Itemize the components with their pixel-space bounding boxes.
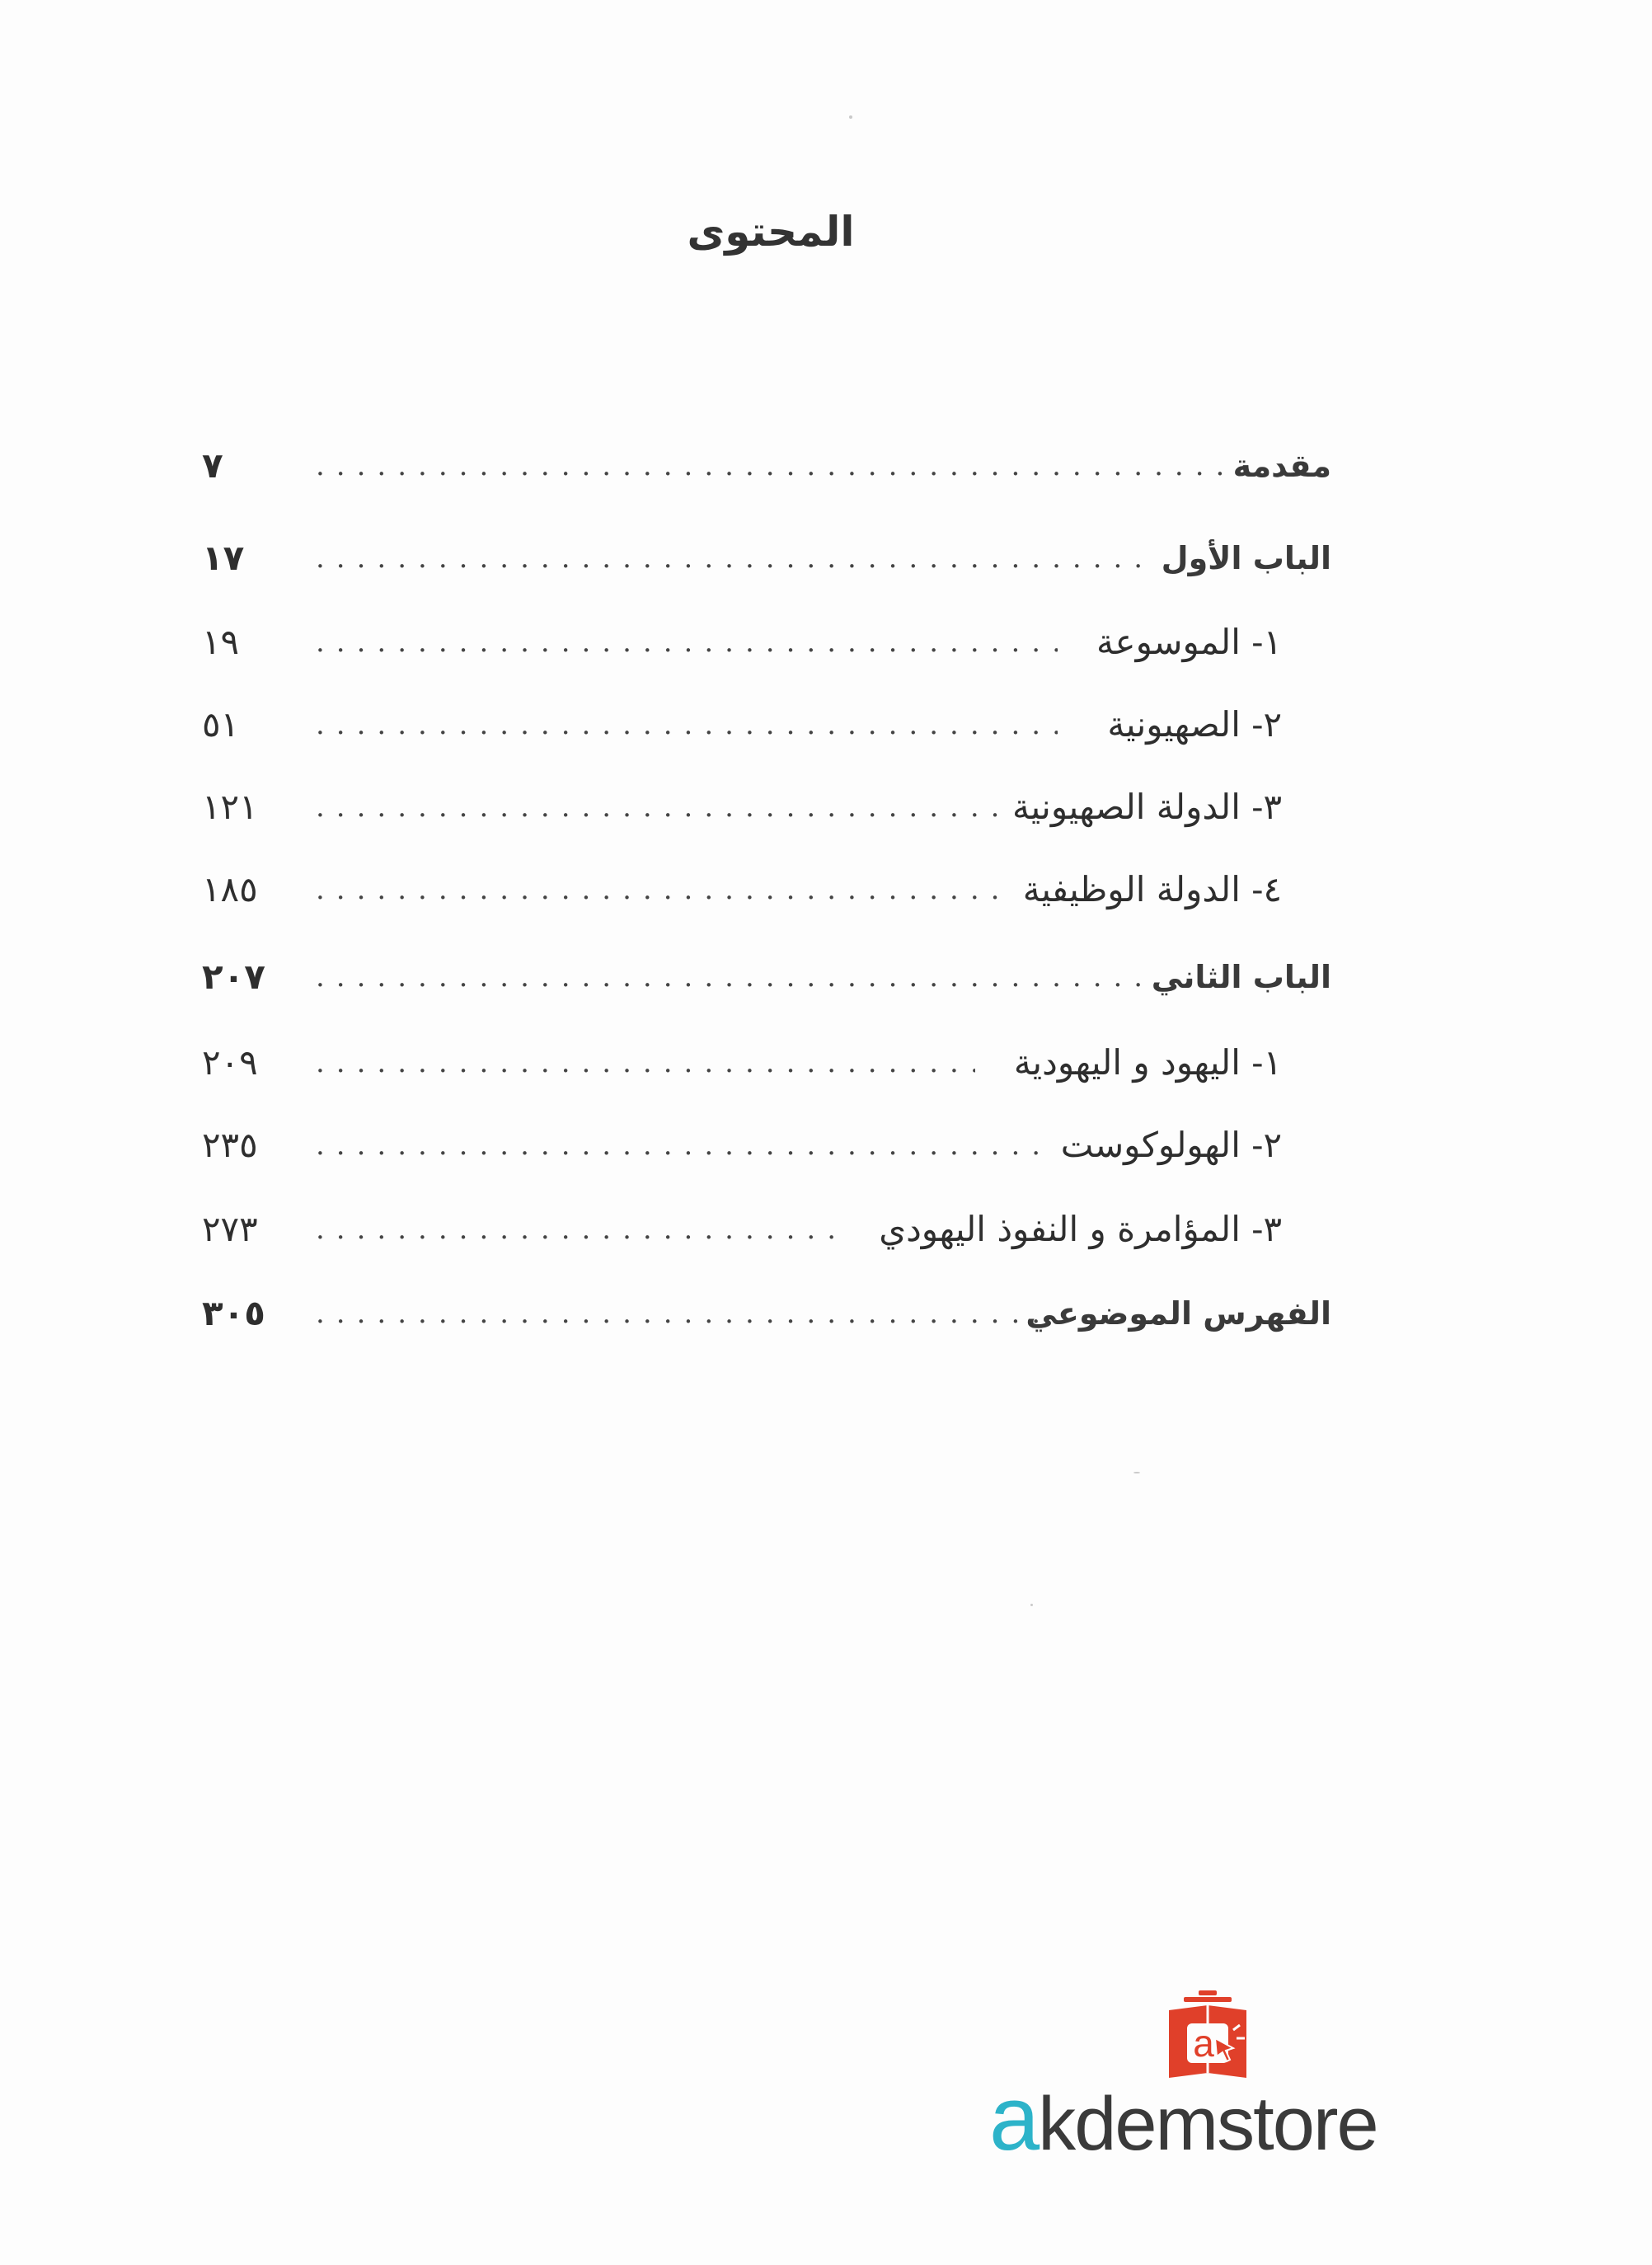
toc-row (202, 778, 1331, 844)
book-cursor-icon (1162, 1987, 1253, 2086)
toc-entry-title: ٢- الهولوكوست (1060, 1125, 1282, 1165)
paper-speck (1133, 1472, 1140, 1473)
svg-text:a: a (1193, 2022, 1214, 2065)
toc-page-number: ١٨٥ (202, 869, 258, 909)
toc-entry-title: ١- اليهود و اليهودية (1013, 1042, 1282, 1083)
store-logo-wordmark (989, 2068, 1377, 2169)
store-logo (989, 1987, 1418, 2169)
toc-row (202, 861, 1331, 927)
toc-entry-title: ٢- الصهيونية (1107, 704, 1282, 745)
toc-dot-leader (316, 778, 1000, 836)
toc-entry-title: الباب الثاني (1151, 959, 1331, 995)
toc-page-number: ١٧ (202, 538, 245, 578)
toc-page-number: ٥١ (202, 704, 240, 745)
toc-row (202, 696, 1331, 762)
toc-entry-title: ٤- الدولة الوظيفية (1022, 869, 1282, 909)
toc-page-number: ٢٠٩ (202, 1042, 258, 1083)
logo-wordmark-rest: kdemstore (1038, 2082, 1377, 2166)
toc-entry-title: ٣- الدولة الصهيونية (1011, 787, 1282, 827)
toc-page-number: ١٩ (202, 622, 240, 662)
toc-dot-leader (316, 1201, 843, 1258)
toc-page-number: ٢٣٥ (202, 1125, 258, 1165)
toc-dot-leader (316, 613, 1058, 671)
toc-entry-title: ٣- المؤامرة و النفوذ اليهودي (879, 1209, 1282, 1249)
toc-dot-leader (316, 1285, 1041, 1342)
logo-wordmark-accent: a (989, 2068, 1039, 2169)
toc-row (202, 1116, 1331, 1182)
toc-page-number: ٣٠٥ (202, 1293, 265, 1333)
toc-row-part-one (202, 529, 1331, 595)
toc-dot-leader (316, 437, 1223, 495)
paper-speck (1030, 1604, 1033, 1606)
toc-page-number: ٢٧٣ (202, 1209, 258, 1249)
toc-row (202, 1034, 1331, 1100)
toc-row-subject-index (202, 1285, 1331, 1351)
toc-dot-leader (316, 696, 1058, 754)
toc-page-number: ٢٠٧ (202, 956, 265, 997)
toc-row-introduction (202, 437, 1331, 503)
toc-dot-leader (316, 948, 1140, 1006)
toc-dot-leader (316, 529, 1140, 587)
toc-entry-title: الباب الأول (1161, 540, 1331, 576)
toc-dot-leader (316, 1034, 975, 1092)
toc-entry-title: ١- الموسوعة (1096, 622, 1282, 662)
toc-dot-leader (316, 861, 1000, 919)
toc-row (202, 613, 1331, 679)
toc-entry-title: مقدمة (1232, 448, 1331, 484)
page-title: المحتوى (687, 208, 855, 256)
toc-entry-title: الفهرس الموضوعي (1025, 1295, 1331, 1332)
toc-page-number: ١٢١ (202, 787, 258, 827)
toc-row (202, 1201, 1331, 1266)
toc-row-part-two (202, 948, 1331, 1014)
toc-dot-leader (316, 1116, 1041, 1174)
paper-speck (849, 115, 852, 119)
toc-page-number: ٧ (202, 445, 223, 486)
